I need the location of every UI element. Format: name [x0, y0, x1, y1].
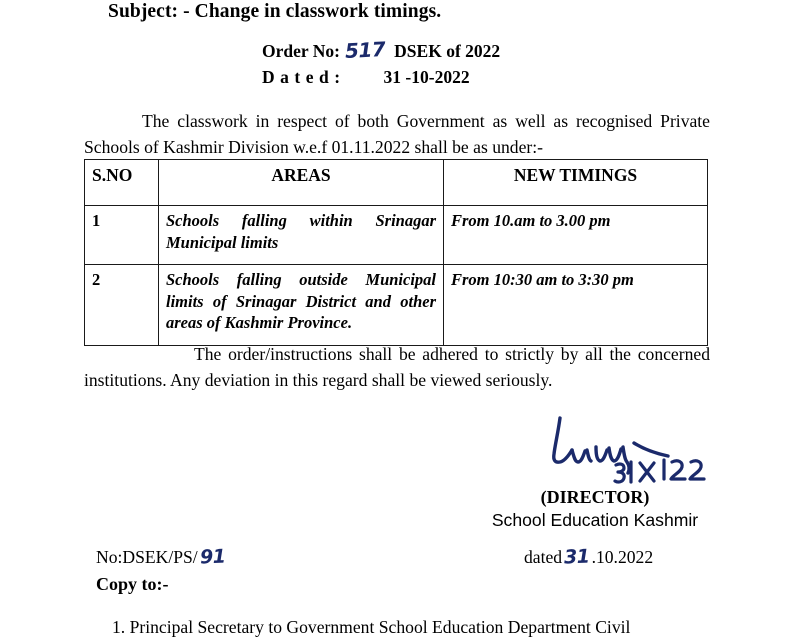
handwritten-signature-icon: [530, 415, 720, 487]
table-header-timings: NEW TIMINGS: [444, 160, 708, 206]
signature-office: School Education Kashmir: [491, 510, 699, 530]
order-header-block: [262, 38, 500, 90]
order-dated-row: [262, 65, 500, 90]
table-row: [85, 206, 708, 265]
copy-to-item: 1. Principal Secretary to Government School Education Department Civil: [112, 617, 631, 637]
order-number-row: [262, 38, 500, 64]
table-cell-timings: From 10.am to 3.00 pm: [444, 206, 708, 265]
footer-ref-handwritten: 91: [199, 545, 226, 569]
order-dated-label: Dated:: [262, 67, 346, 87]
footer-dated-suffix: .10.2022: [591, 547, 654, 567]
table-header-areas: AREAS: [159, 160, 444, 206]
footer-dated: [524, 546, 653, 568]
order-number-label: Order No:: [262, 41, 340, 61]
intro-paragraph: The classwork in respect of both Government as well as recognised Private Schools of Kashmir Division w.e.f 01.11.2022 shall be as under:-: [84, 111, 710, 157]
table-row: [85, 265, 708, 346]
table-cell-timings: From 10:30 am to 3:30 pm: [444, 265, 708, 346]
footer-reference-number: [96, 546, 227, 568]
table-header-row: [85, 160, 708, 206]
table-cell-areas: Schools falling within Srinagar Municipal limits: [159, 206, 444, 265]
footer-ref-label: No:DSEK/PS/: [96, 547, 198, 567]
table-header-sno: S.NO: [85, 160, 159, 206]
closing-paragraph: The order/instructions shall be adhered to strictly by all the concerned institutions. Any deviation in this regard shall be viewed seriously.: [84, 344, 710, 390]
order-dated-value: 31 -10-2022: [383, 67, 470, 87]
signature-block: [470, 415, 720, 530]
timings-table: [84, 159, 708, 346]
footer-dated-handwritten: 31: [563, 545, 590, 569]
copy-to-label: Copy to:-: [96, 574, 169, 594]
subject-line: Subject: - Change in classwork timings.: [108, 1, 442, 22]
signature-designation: (DIRECTOR): [540, 487, 650, 507]
order-number-suffix: DSEK of 2022: [394, 41, 501, 61]
footer-dated-label: dated: [524, 547, 563, 567]
table-cell-sno: 1: [85, 206, 159, 265]
table-cell-areas: Schools falling outside Municipal limits of Srinagar District and other areas of Kashmir Province.: [159, 265, 444, 346]
table-cell-sno: 2: [85, 265, 159, 346]
order-number-handwritten: 517: [344, 36, 386, 64]
